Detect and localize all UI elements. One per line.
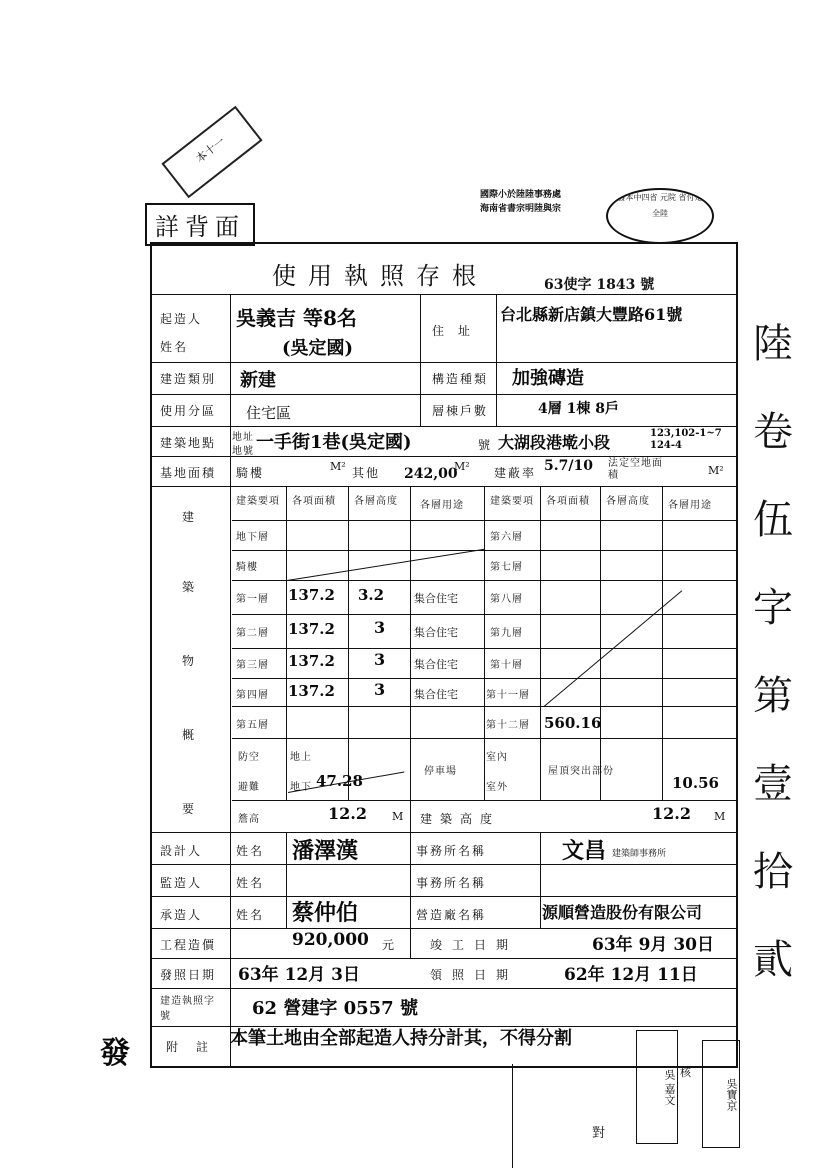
office-stamp-line: 國際小於陸陸事務處	[480, 190, 562, 200]
roof-label: 屋頂突出部份	[548, 766, 614, 777]
coverage-label: 建蔽率	[494, 466, 537, 480]
completion-date: 63年 9月 30日	[592, 935, 714, 955]
name-label: 姓名	[236, 908, 265, 922]
serial-number: 63使字 1843 號	[544, 277, 655, 293]
arcade-label: 騎樓	[236, 466, 265, 480]
margin-char: 壹	[753, 761, 793, 807]
floor-use: 集合住宅	[414, 592, 458, 605]
floor-area: 560.16	[544, 714, 602, 732]
office-stamp-line: 海南省書宗明陸與宗	[480, 204, 562, 214]
section-char: 概	[182, 728, 197, 742]
floor-height: 3	[374, 680, 386, 699]
location-sub-address: 地址	[232, 432, 254, 443]
floor-use: 集合住宅	[414, 688, 458, 701]
builder-name-label: 姓名	[160, 340, 189, 354]
eaves-value: 12.2	[328, 804, 367, 823]
floor-row-label: 第六層	[490, 532, 523, 543]
location-number-unit: 號	[478, 438, 493, 452]
supervisor-label: 監造人	[160, 876, 203, 890]
structure-value: 加強磚造	[512, 368, 584, 389]
floor-row-label: 第二層	[236, 628, 269, 639]
floor-area: 137.2	[288, 620, 335, 638]
table-header: 建築要項	[236, 496, 280, 507]
name-label: 姓名	[236, 876, 265, 890]
note-value: 本筆土地由全部起造人持分計其，不得分割	[230, 1028, 572, 1049]
designer-office-suffix: 建築師事務所	[612, 849, 667, 859]
margin-char: 卷	[753, 409, 793, 455]
builder-name: 吳義吉 等8名	[236, 306, 357, 330]
designer-name: 潘澤漢	[292, 838, 359, 864]
eaves-label: 簷高	[238, 814, 260, 825]
builder-label: 起造人	[160, 312, 203, 326]
reviewer-stamp: 吳 嘉文	[636, 1030, 678, 1144]
floor-row-label: 第三層	[236, 660, 269, 671]
margin-char: 字	[753, 585, 793, 631]
table-header: 各層用途	[668, 500, 712, 511]
section-char: 建	[182, 510, 197, 524]
shelter-label: 防空	[238, 752, 260, 763]
site-area-label: 基地面積	[160, 466, 217, 480]
margin-char: 陸	[753, 321, 793, 367]
bottom-divider	[512, 1064, 513, 1168]
floor-use: 集合住宅	[414, 626, 458, 639]
floor-row-label: 第七層	[490, 562, 523, 573]
indoor-label: 室內	[486, 752, 508, 763]
builder-representative: (吳定國)	[282, 338, 354, 359]
cost-value: 920,000	[292, 930, 369, 950]
floor-use: 集合住宅	[414, 658, 458, 671]
structure-label: 構造種類	[432, 372, 489, 386]
contractor-name: 蔡仲伯	[292, 900, 359, 926]
margin-char: 貳	[753, 937, 793, 983]
outdoor-label: 室外	[486, 782, 508, 793]
other-label: 其他	[352, 466, 381, 480]
designer-office: 文昌	[562, 838, 607, 864]
lot-number: 123,102-1~7 124-4	[650, 428, 722, 451]
cost-unit: 元	[382, 938, 397, 952]
contractor-firm: 源順營造股份有限公司	[542, 903, 703, 922]
diagonal-stamp: 本十一	[161, 106, 262, 199]
below-ground-label: 地下	[290, 782, 312, 793]
section-char: 要	[182, 802, 197, 816]
legal-open-label: 法定空地面積	[608, 458, 663, 481]
section-char: 物	[182, 654, 197, 668]
firm-label: 營造廠名稱	[416, 908, 487, 922]
m2-unit: M²	[708, 464, 724, 477]
completion-label: 竣工日期	[430, 938, 519, 952]
table-header: 各層高度	[606, 496, 650, 507]
check-mark-label: 對	[592, 1126, 606, 1141]
permit-form	[150, 242, 738, 1068]
table-header: 建築要項	[490, 496, 534, 507]
contractor-label: 承造人	[160, 908, 203, 922]
roof-value: 10.56	[672, 774, 719, 792]
permit-label: 建造執照字號	[160, 996, 215, 1022]
m2-unit: M²	[454, 460, 470, 473]
building-height-value: 12.2	[652, 804, 691, 823]
section-char: 築	[182, 580, 197, 594]
floor-height: 3	[374, 618, 386, 637]
location-label: 建築地點	[160, 436, 217, 450]
office-label: 事務所名稱	[416, 876, 487, 890]
m-unit: M	[714, 810, 726, 823]
parking-label: 停車場	[424, 766, 457, 777]
zone-label: 使用分區	[160, 404, 217, 418]
address-label: 住址	[432, 324, 485, 338]
address-value: 台北縣新店鎮大豐路61號	[500, 305, 683, 324]
coverage-value: 5.7/10	[544, 458, 593, 474]
detail-back-label: 詳背面	[145, 203, 255, 246]
table-header: 各層高度	[354, 496, 398, 507]
floor-row-label: 第一層	[236, 594, 269, 605]
strike-line	[287, 549, 485, 581]
designer-label: 設計人	[160, 844, 203, 858]
floor-row-label: 第十二層	[486, 720, 530, 731]
floor-area: 137.2	[288, 652, 335, 670]
approver-stamp: 吳寶京	[702, 1040, 740, 1148]
floor-height: 3	[374, 650, 386, 669]
building-height-label: 建築高度	[420, 812, 501, 826]
floor-row-label: 第十層	[490, 660, 523, 671]
floor-row-label: 第八層	[490, 594, 523, 605]
right-margin-notes	[738, 300, 808, 1004]
floor-area: 137.2	[288, 586, 335, 604]
margin-char: 第	[753, 673, 793, 719]
lot-section: 大湖段港墘小段	[498, 433, 611, 452]
build-type-label: 建造類別	[160, 372, 217, 386]
margin-char: 拾	[753, 849, 793, 895]
floors-value: 4層 1棟 8戶	[538, 401, 619, 417]
m-unit: M	[392, 810, 404, 823]
floor-height: 3.2	[358, 586, 385, 604]
issue-date: 63年 12月 3日	[238, 965, 360, 985]
zone-value: 住宅區	[246, 404, 292, 422]
floors-label: 層棟戶數	[432, 404, 489, 418]
floor-row-label: 第九層	[490, 628, 523, 639]
cost-label: 工程造價	[160, 938, 217, 952]
floor-area: 137.2	[288, 682, 335, 700]
permit-number: 62 營建字 0557 號	[252, 998, 418, 1019]
office-label: 事務所名稱	[416, 844, 487, 858]
m2-unit: M²	[330, 460, 346, 473]
approve-mark-label: 核	[680, 1066, 691, 1079]
office-stamp	[480, 188, 561, 216]
floor-row-label: 第五層	[236, 720, 269, 731]
receive-date-label: 領照日期	[430, 968, 519, 982]
form-title: 使用執照存根	[272, 262, 488, 290]
table-header: 各項面積	[546, 496, 590, 507]
round-stamp: 發發本中四省 元院 省付是是全陸	[606, 188, 714, 244]
floor-row-label: 騎樓	[236, 562, 258, 573]
note-label: 附註	[166, 1040, 227, 1054]
left-margin-mark: 發	[100, 1036, 130, 1071]
build-type-value: 新建	[240, 370, 276, 391]
below-ground-value: 47.28	[316, 772, 363, 790]
receive-date: 62年 12月 11日	[564, 965, 698, 985]
floor-row-label: 第十一層	[486, 690, 530, 701]
table-header: 各項面積	[292, 496, 336, 507]
floor-row-label: 第四層	[236, 690, 269, 701]
above-ground-label: 地上	[290, 752, 312, 763]
other-area-value: 242,00	[404, 466, 458, 482]
location-sub-lot: 地號	[232, 446, 254, 457]
name-label: 姓名	[236, 844, 265, 858]
margin-char: 伍	[753, 497, 793, 543]
issue-date-label: 發照日期	[160, 968, 217, 982]
floor-row-label: 地下層	[236, 532, 269, 543]
table-header: 各層用途	[420, 500, 464, 511]
evacuation-label: 避難	[238, 782, 260, 793]
location-value: 一手街1巷(吳定國)	[256, 432, 412, 453]
